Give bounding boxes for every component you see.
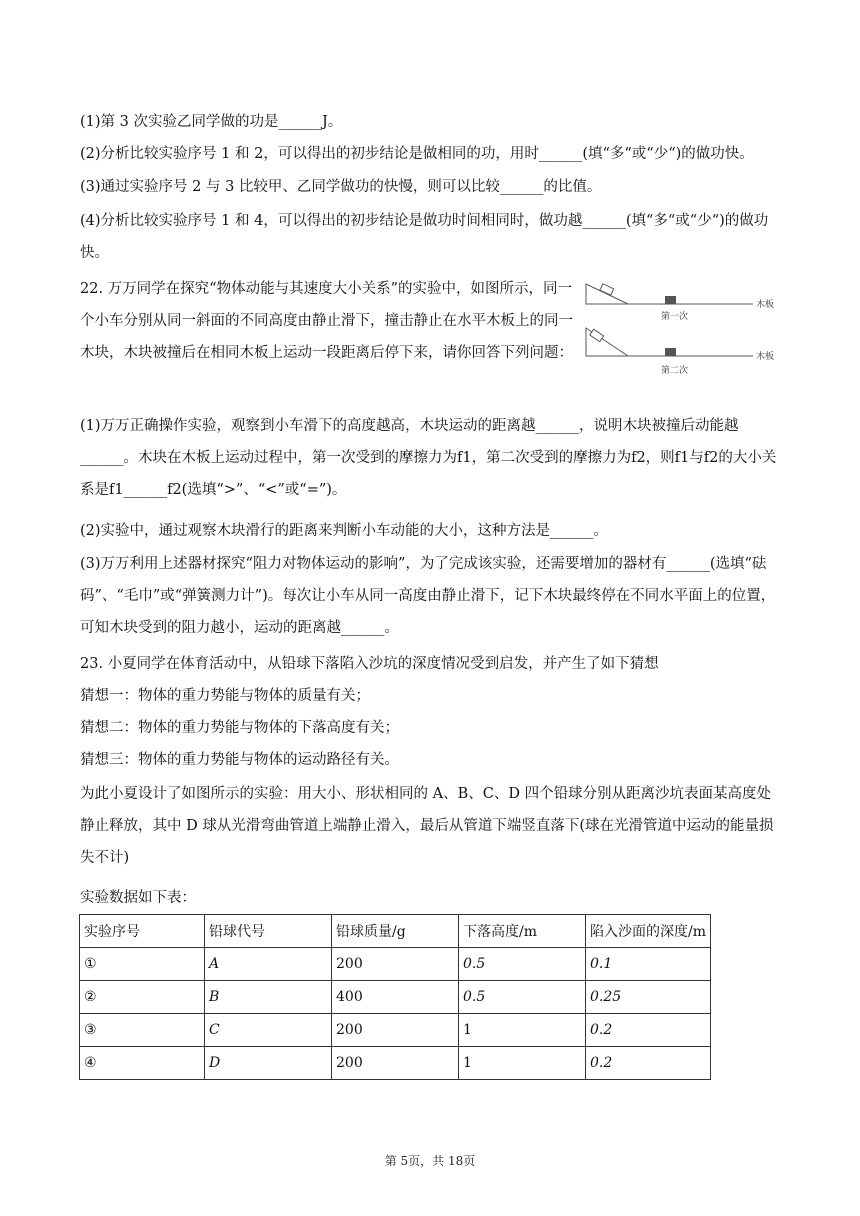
q21-part1: (1)第 3 次实验乙同学做的功是______J。 bbox=[80, 114, 343, 130]
table-header-row bbox=[80, 915, 711, 948]
table-cell: ③ bbox=[80, 1014, 205, 1047]
q23-guess3: 猜想三：物体的重力势能与物体的运动路径有关。 bbox=[80, 752, 399, 768]
table-cell: 0.5 bbox=[459, 981, 586, 1014]
table-cell: B bbox=[205, 981, 332, 1014]
table-cell: 0.1 bbox=[586, 948, 711, 981]
q22-part3: (3)万万利用上述器材探究“阻力对物体运动的影响”，为了完成该实验，还需要增加的器材有______(选填“砝码”、“毛巾”或“弹簧测力计”)。每次让小车从同一高度由静止滑下，记下木块最终停在不同水平面上的位置，可知木块受到的阻力越小，运动的距离越______。 bbox=[80, 556, 776, 636]
table-cell: 400 bbox=[332, 981, 459, 1014]
q23-guess1: 猜想一：物体的重力势能与物体的质量有关； bbox=[80, 688, 370, 704]
q22-figure bbox=[583, 276, 783, 380]
q23-guess2: 猜想二：物体的重力势能与物体的下落高度有关； bbox=[80, 720, 399, 736]
table-cell: 0.5 bbox=[459, 948, 586, 981]
figure-second-trial bbox=[586, 328, 774, 376]
table-header: 实验序号 bbox=[80, 915, 205, 948]
table-header: 铅球代号 bbox=[205, 915, 332, 948]
q21-part3: (3)通过实验序号 2 与 3 比较甲、乙同学做功的快慢，则可以比较______的比值。 bbox=[80, 179, 602, 195]
q21-part4: (4)分析比较实验序号 1 和 4，可以得出的初步结论是做功时间相同时，做功越______(填“多“或“少“)的做功快。 bbox=[80, 213, 769, 261]
figure-first-trial bbox=[586, 284, 774, 322]
table-cell: 0.25 bbox=[586, 981, 711, 1014]
table-cell: 200 bbox=[332, 1047, 459, 1080]
table-cell: A bbox=[205, 948, 332, 981]
figure-board-label-2: 木板 bbox=[756, 352, 775, 362]
table-row bbox=[80, 948, 711, 981]
table-cell: ④ bbox=[80, 1047, 205, 1080]
figure-board-label-1: 木板 bbox=[756, 300, 775, 310]
table-cell: 0.2 bbox=[586, 1014, 711, 1047]
table-cell: C bbox=[205, 1014, 332, 1047]
table-row bbox=[80, 1047, 711, 1080]
table-header: 铅球质量/g bbox=[332, 915, 459, 948]
table-header: 下落高度/m bbox=[459, 915, 586, 948]
figure-second-label: 第二次 bbox=[661, 366, 689, 376]
q23-table-intro: 实验数据如下表： bbox=[80, 890, 196, 906]
q22-part1: (1)万万正确操作实验，观察到小车滑下的高度越高，木块运动的距离越______，说明木块被撞后动能越______。木块在木板上运动过程中，第一次受到的摩擦力为f1，第二次受到的摩擦力为f2，则f1与f2的大小关系是f1______f2(选填“>”、“<”或“=”)。 bbox=[80, 418, 777, 498]
table-cell: D bbox=[205, 1047, 332, 1080]
page-footer: 第 5页，共 18页 bbox=[384, 1154, 476, 1168]
q22-part2: (2)实验中，通过观察木块滑行的距离来判断小车动能的大小，这种方法是______。 bbox=[80, 523, 609, 539]
figure-first-label: 第一次 bbox=[661, 312, 689, 322]
table-cell: 1 bbox=[459, 1014, 586, 1047]
table-row bbox=[80, 1014, 711, 1047]
table-cell: 1 bbox=[459, 1047, 586, 1080]
q23-design: 为此小夏设计了如图所示的实验：用大小、形状相同的 A、B、C、D 四个铅球分别从距离沙坑表面某高度处静止释放，其中 D 球从光滑弯曲管道上端静止滑入，最后从管道下端竖直落下(球在光滑管道中运动的能量损失不计) bbox=[80, 786, 774, 866]
table-cell: ② bbox=[80, 981, 205, 1014]
q22-intro: 22. 万万同学在探究“物体动能与其速度大小关系”的实验中，如图所示，同一个小车分别从同一斜面的不同高度由静止滑下，撞击静止在水平木板上的同一木块，木块被撞后在相同木板上运动一段距离后停下来，请你回答下列问题： bbox=[80, 281, 573, 361]
table-cell: 200 bbox=[332, 1014, 459, 1047]
table-row bbox=[80, 981, 711, 1014]
q23-intro: 23. 小夏同学在体育活动中，从铅球下落陷入沙坑的深度情况受到启发，并产生了如下猜想 bbox=[80, 656, 659, 672]
table-header: 陷入沙面的深度/m bbox=[586, 915, 711, 948]
table-cell: 200 bbox=[332, 948, 459, 981]
q21-part2: (2)分析比较实验序号 1 和 2，可以得出的初步结论是做相同的功，用时______(填“多“或“少“)的做功快。 bbox=[80, 146, 754, 162]
table-cell: 0.2 bbox=[586, 1047, 711, 1080]
data-table bbox=[79, 914, 711, 1080]
table-cell: ① bbox=[80, 948, 205, 981]
